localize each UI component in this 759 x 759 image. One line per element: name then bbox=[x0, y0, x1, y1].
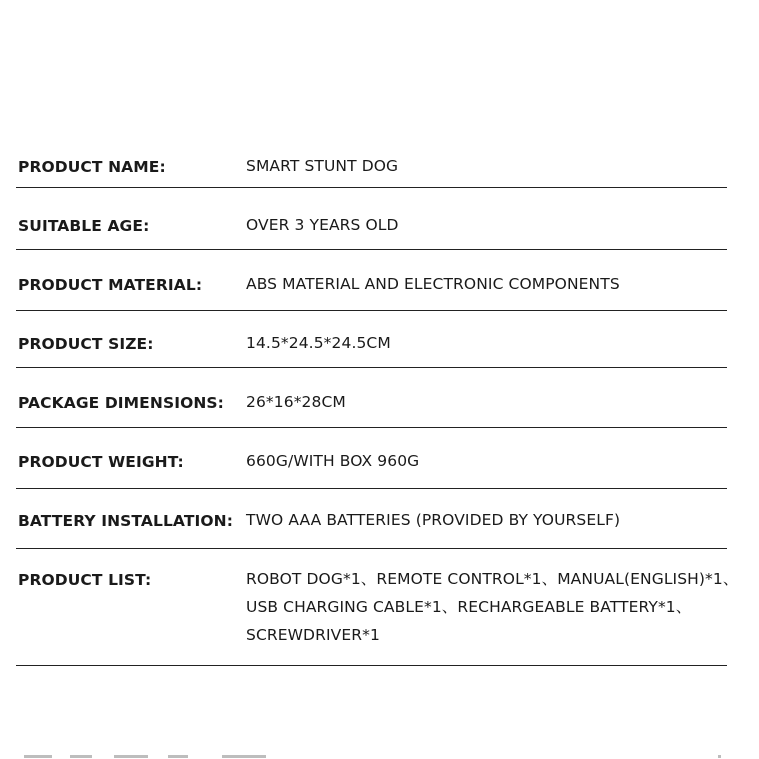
cropped-text-fragment bbox=[114, 755, 148, 758]
spec-label: PACKAGE DIMENSIONS: bbox=[18, 394, 224, 412]
spec-label: SUITABLE AGE: bbox=[18, 217, 150, 235]
cropped-next-section bbox=[18, 752, 738, 759]
spec-label: PRODUCT WEIGHT: bbox=[18, 453, 184, 471]
spec-value bbox=[246, 447, 419, 475]
spec-value-line: OVER 3 YEARS OLD bbox=[246, 216, 399, 234]
cropped-text-fragment bbox=[70, 755, 92, 758]
spec-label: PRODUCT SIZE: bbox=[18, 335, 154, 353]
spec-row-package-dimensions bbox=[16, 368, 727, 428]
spec-value bbox=[246, 152, 398, 180]
cropped-text-fragment bbox=[718, 755, 721, 758]
spec-row-product-size bbox=[16, 311, 727, 368]
spec-row-product-weight bbox=[16, 428, 727, 489]
spec-label: PRODUCT LIST: bbox=[18, 571, 152, 589]
cropped-text-fragment bbox=[222, 755, 266, 758]
spec-value bbox=[246, 506, 620, 534]
spec-label: PRODUCT MATERIAL: bbox=[18, 276, 203, 294]
cropped-text-fragment bbox=[168, 755, 188, 758]
spec-row-product-list bbox=[16, 549, 739, 666]
spec-value-line: 660G/WITH BOX 960G bbox=[246, 452, 420, 470]
spec-value-line: ROBOT DOG*1、REMOTE CONTROL*1、MANUAL(ENGLISH)*1、 bbox=[246, 570, 739, 588]
spec-row-product-material bbox=[16, 250, 727, 311]
spec-value-line: SCREWDRIVER*1 bbox=[246, 626, 380, 644]
spec-value-line: 14.5*24.5*24.5CM bbox=[246, 334, 391, 352]
spec-label: PRODUCT NAME: bbox=[18, 158, 166, 176]
spec-value-line: ABS MATERIAL AND ELECTRONIC COMPONENTS bbox=[246, 275, 620, 293]
spec-label: BATTERY INSTALLATION: bbox=[18, 512, 234, 530]
spec-value bbox=[246, 565, 738, 649]
spec-value bbox=[246, 329, 391, 357]
spec-row-product-name bbox=[16, 150, 727, 188]
spec-value bbox=[246, 211, 399, 239]
spec-value bbox=[246, 270, 620, 298]
spec-row-battery-installation bbox=[16, 489, 727, 549]
spec-value-line: USB CHARGING CABLE*1、RECHARGEABLE BATTERY*1、 bbox=[246, 598, 692, 616]
spec-value-line: 26*16*28CM bbox=[246, 393, 346, 411]
spec-value-line: TWO AAA BATTERIES (PROVIDED BY YOURSELF) bbox=[246, 511, 621, 529]
cropped-text-fragment bbox=[24, 755, 52, 758]
spec-value bbox=[246, 388, 346, 416]
spec-value-line: SMART STUNT DOG bbox=[246, 157, 399, 175]
spec-row-suitable-age bbox=[16, 188, 727, 250]
